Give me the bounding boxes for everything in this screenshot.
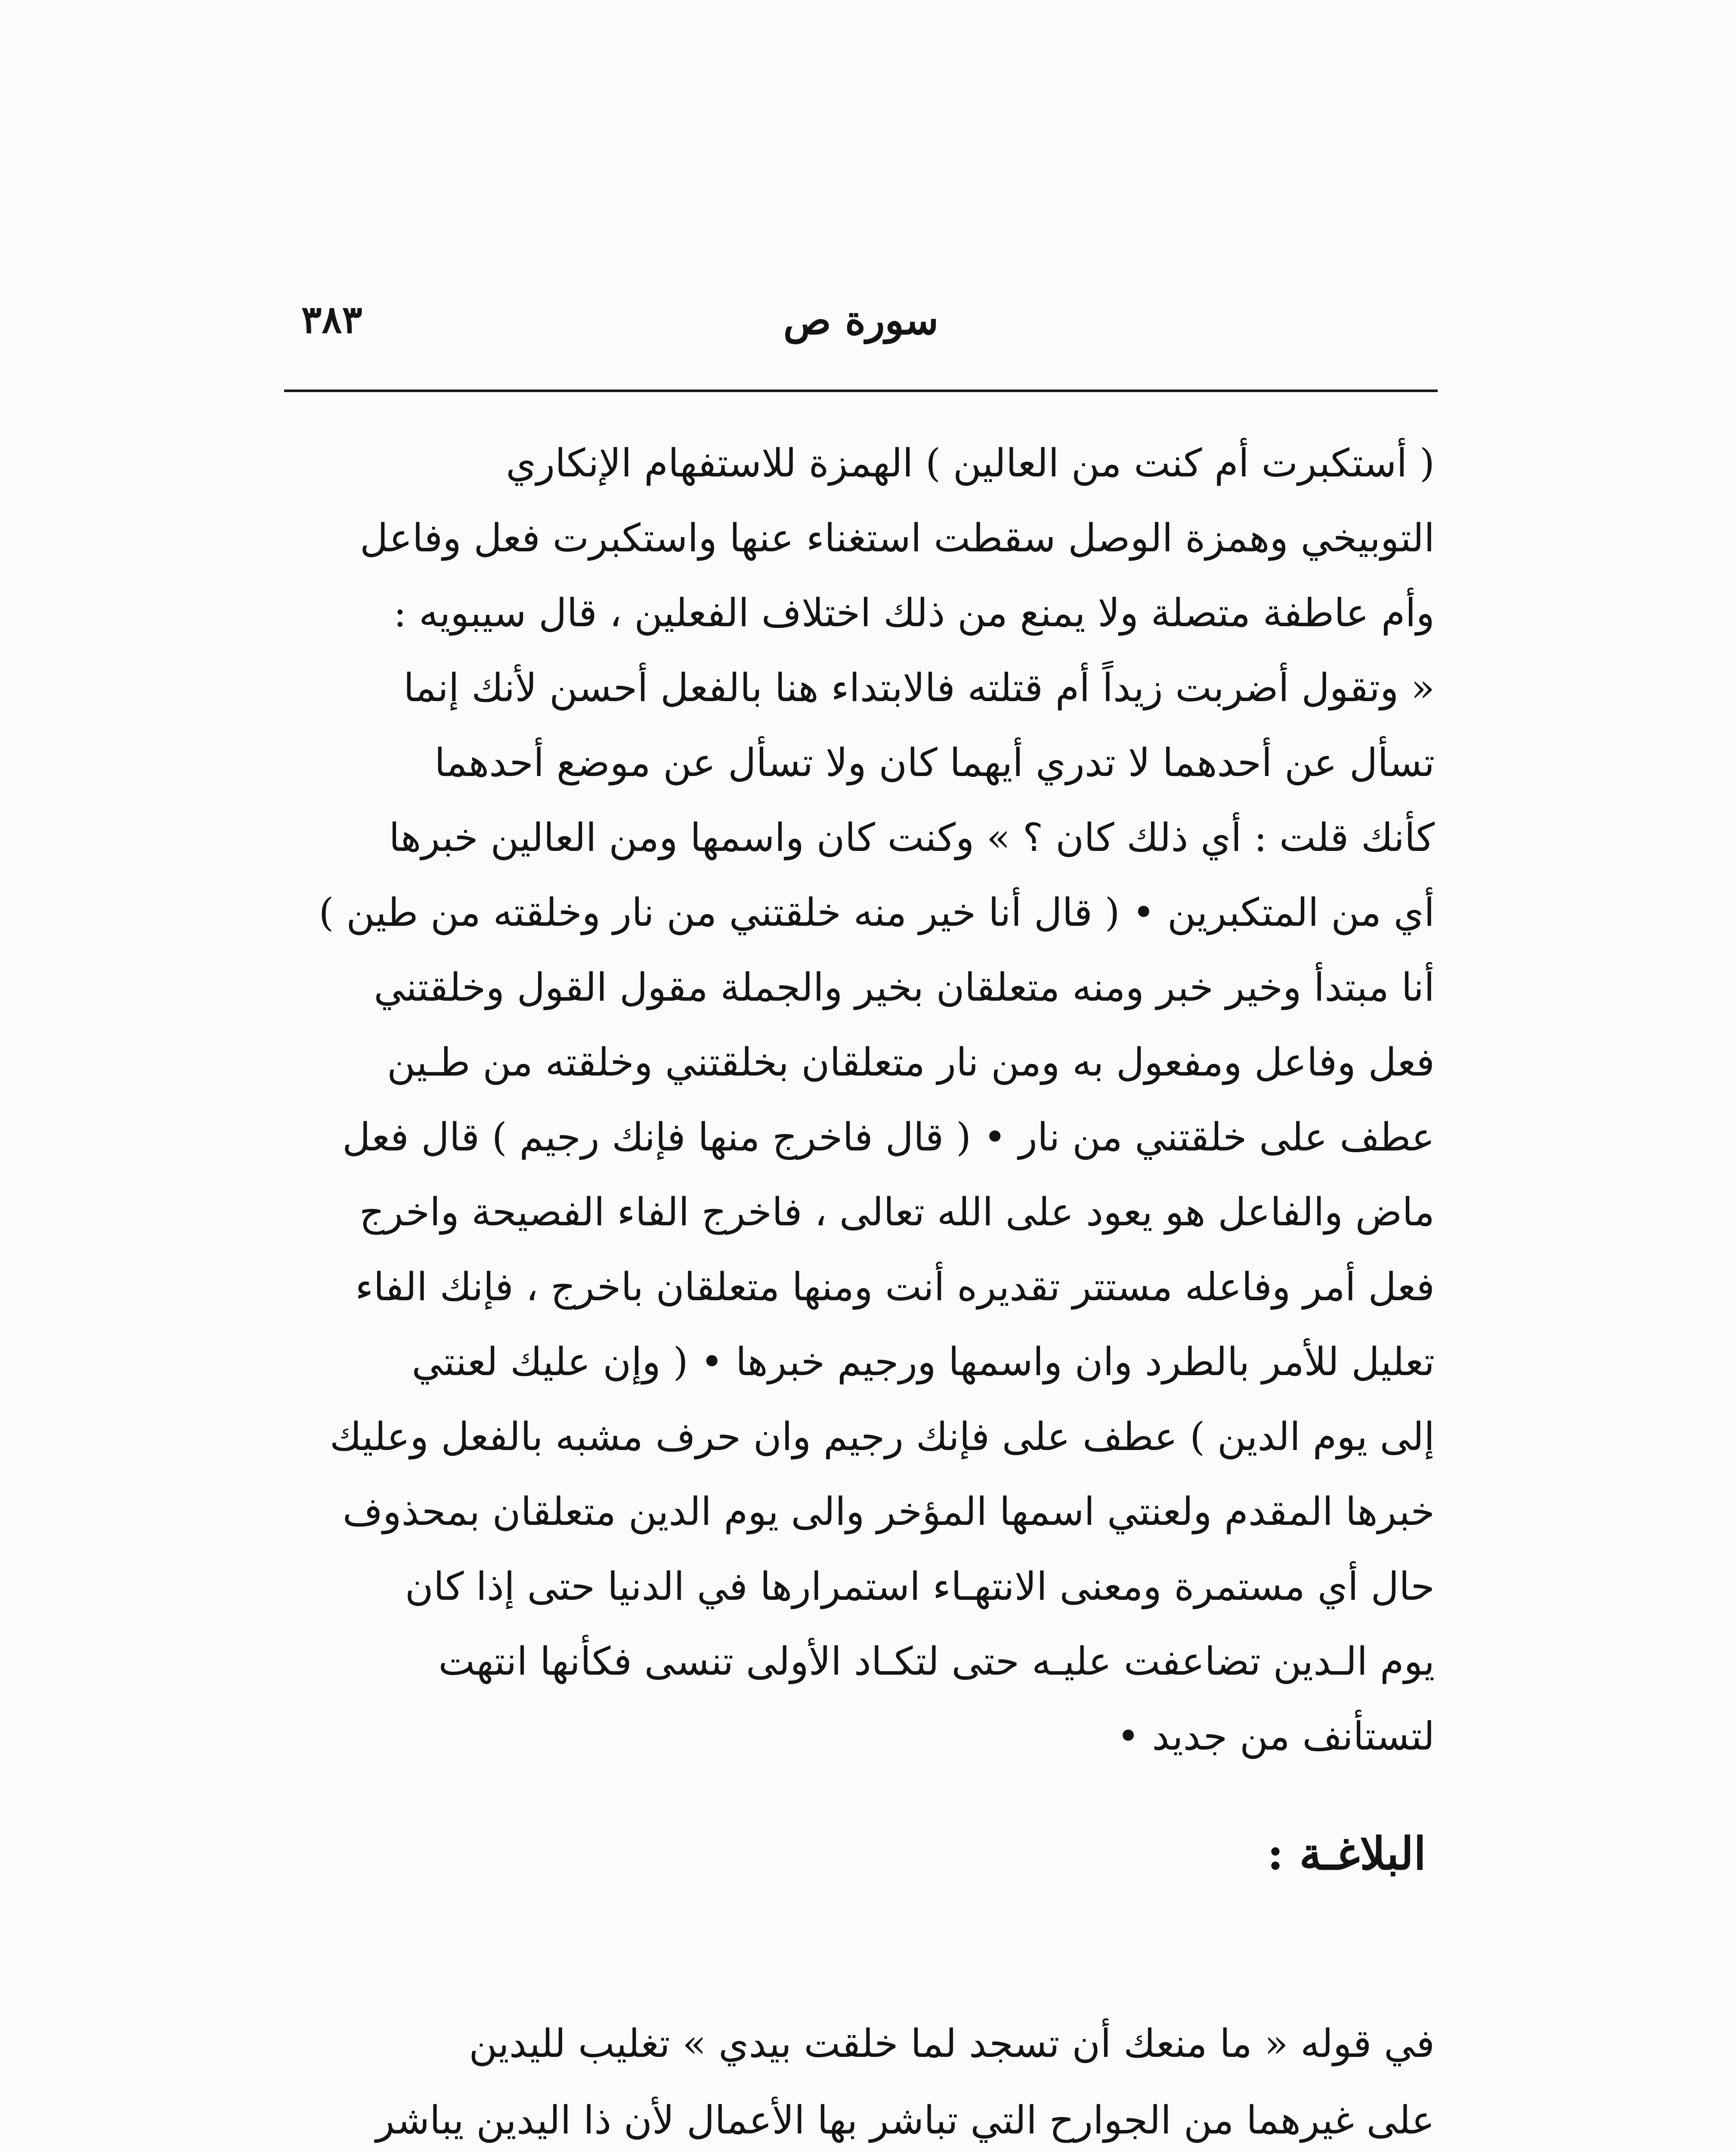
text-line: تسأل عن أحدهما لا تدري أيهما كان ولا تسأل عن موضع أحدهما	[434, 740, 1435, 785]
paragraph-irab	[311, 426, 1435, 1774]
text-line: لتستأنف من جديد •	[1117, 1714, 1435, 1759]
text-line: « وتقول أضربت زيداً أم قتلته فالابتداء هنا بالفعل أحسن لأنك إنما	[403, 665, 1435, 711]
text-line: حال أي مستمرة ومعنى الانتهـاء استمرارها في الدنيا حتى إذا كان	[405, 1564, 1435, 1609]
text-line: كأنك قلت : أي ذلك كان ؟ » وكنت كان واسمها ومن العالين خبرها	[389, 815, 1435, 860]
header-rule	[284, 390, 1438, 392]
paragraph-balagha	[311, 2006, 1435, 2152]
text-line: تعليل للأمر بالطرد وان واسمها ورجيم خبرها • ( وإن عليك لعنتي	[412, 1339, 1435, 1385]
running-title: سورة ص	[783, 297, 939, 343]
text-line: وأم عاطفة متصلة ولا يمنع من ذلك اختلاف الفعلين ، قال سيبويه :	[393, 591, 1435, 636]
text-line: على غيرهما من الجوارح التي تباشر بها الأعمال لأن ذا اليدين يباشر	[375, 2098, 1435, 2143]
page-header	[284, 297, 1438, 366]
text-line: فعل وفاعل ومفعول به ومن نار متعلقان بخلقتني وخلقته من طـين	[387, 1040, 1435, 1085]
text-line: ( أستكبرت أم كنت من العالين ) الهمزة للاستفهام الإنكاري	[506, 441, 1435, 486]
text-line: فعل أمر وفاعله مستتر تقديره أنت ومنها متعلقان باخرج ، فإنك الفاء	[355, 1265, 1435, 1310]
text-line: أي من المتكبرين • ( قال أنا خير منه خلقتني من نار وخلقته من طين )	[319, 890, 1435, 935]
page-number: ٣٨٣	[301, 297, 362, 342]
text-line: يوم الـدين تضاعفت عليـه حتى لتكـاد الأولى تنسى فكأنها انتهت	[438, 1639, 1435, 1684]
text-line: في قوله « ما منعك أن تسجد لما خلقت بيدي » تغليب لليدين	[469, 2021, 1435, 2066]
text-line: التوبيخي وهمزة الوصل سقطت استغناء عنها واستكبرت فعل وفاعل	[360, 516, 1435, 561]
text-line: خبرها المقدم ولعنتي اسمها المؤخر والى يوم الدين متعلقان بمحذوف	[342, 1489, 1435, 1534]
text-line: إلى يوم الدين ) عطف على فإنك رجيم وان حرف مشبه بالفعل وعليك	[329, 1414, 1435, 1459]
text-line: أنا مبتدأ وخير خبر ومنه متعلقان بخير والجملة مقول القول وخلقتني	[374, 965, 1435, 1010]
text-line: عطف على خلقتني من نار • ( قال فاخرج منها فإنك رجيم ) قال فعل	[342, 1115, 1435, 1160]
text-line: ماض والفاعل هو يعود على الله تعالى ، فاخرج الفاء الفصيحة واخرج	[359, 1190, 1435, 1235]
section-heading-balagha: البلاغـة :	[1267, 1827, 1426, 1880]
